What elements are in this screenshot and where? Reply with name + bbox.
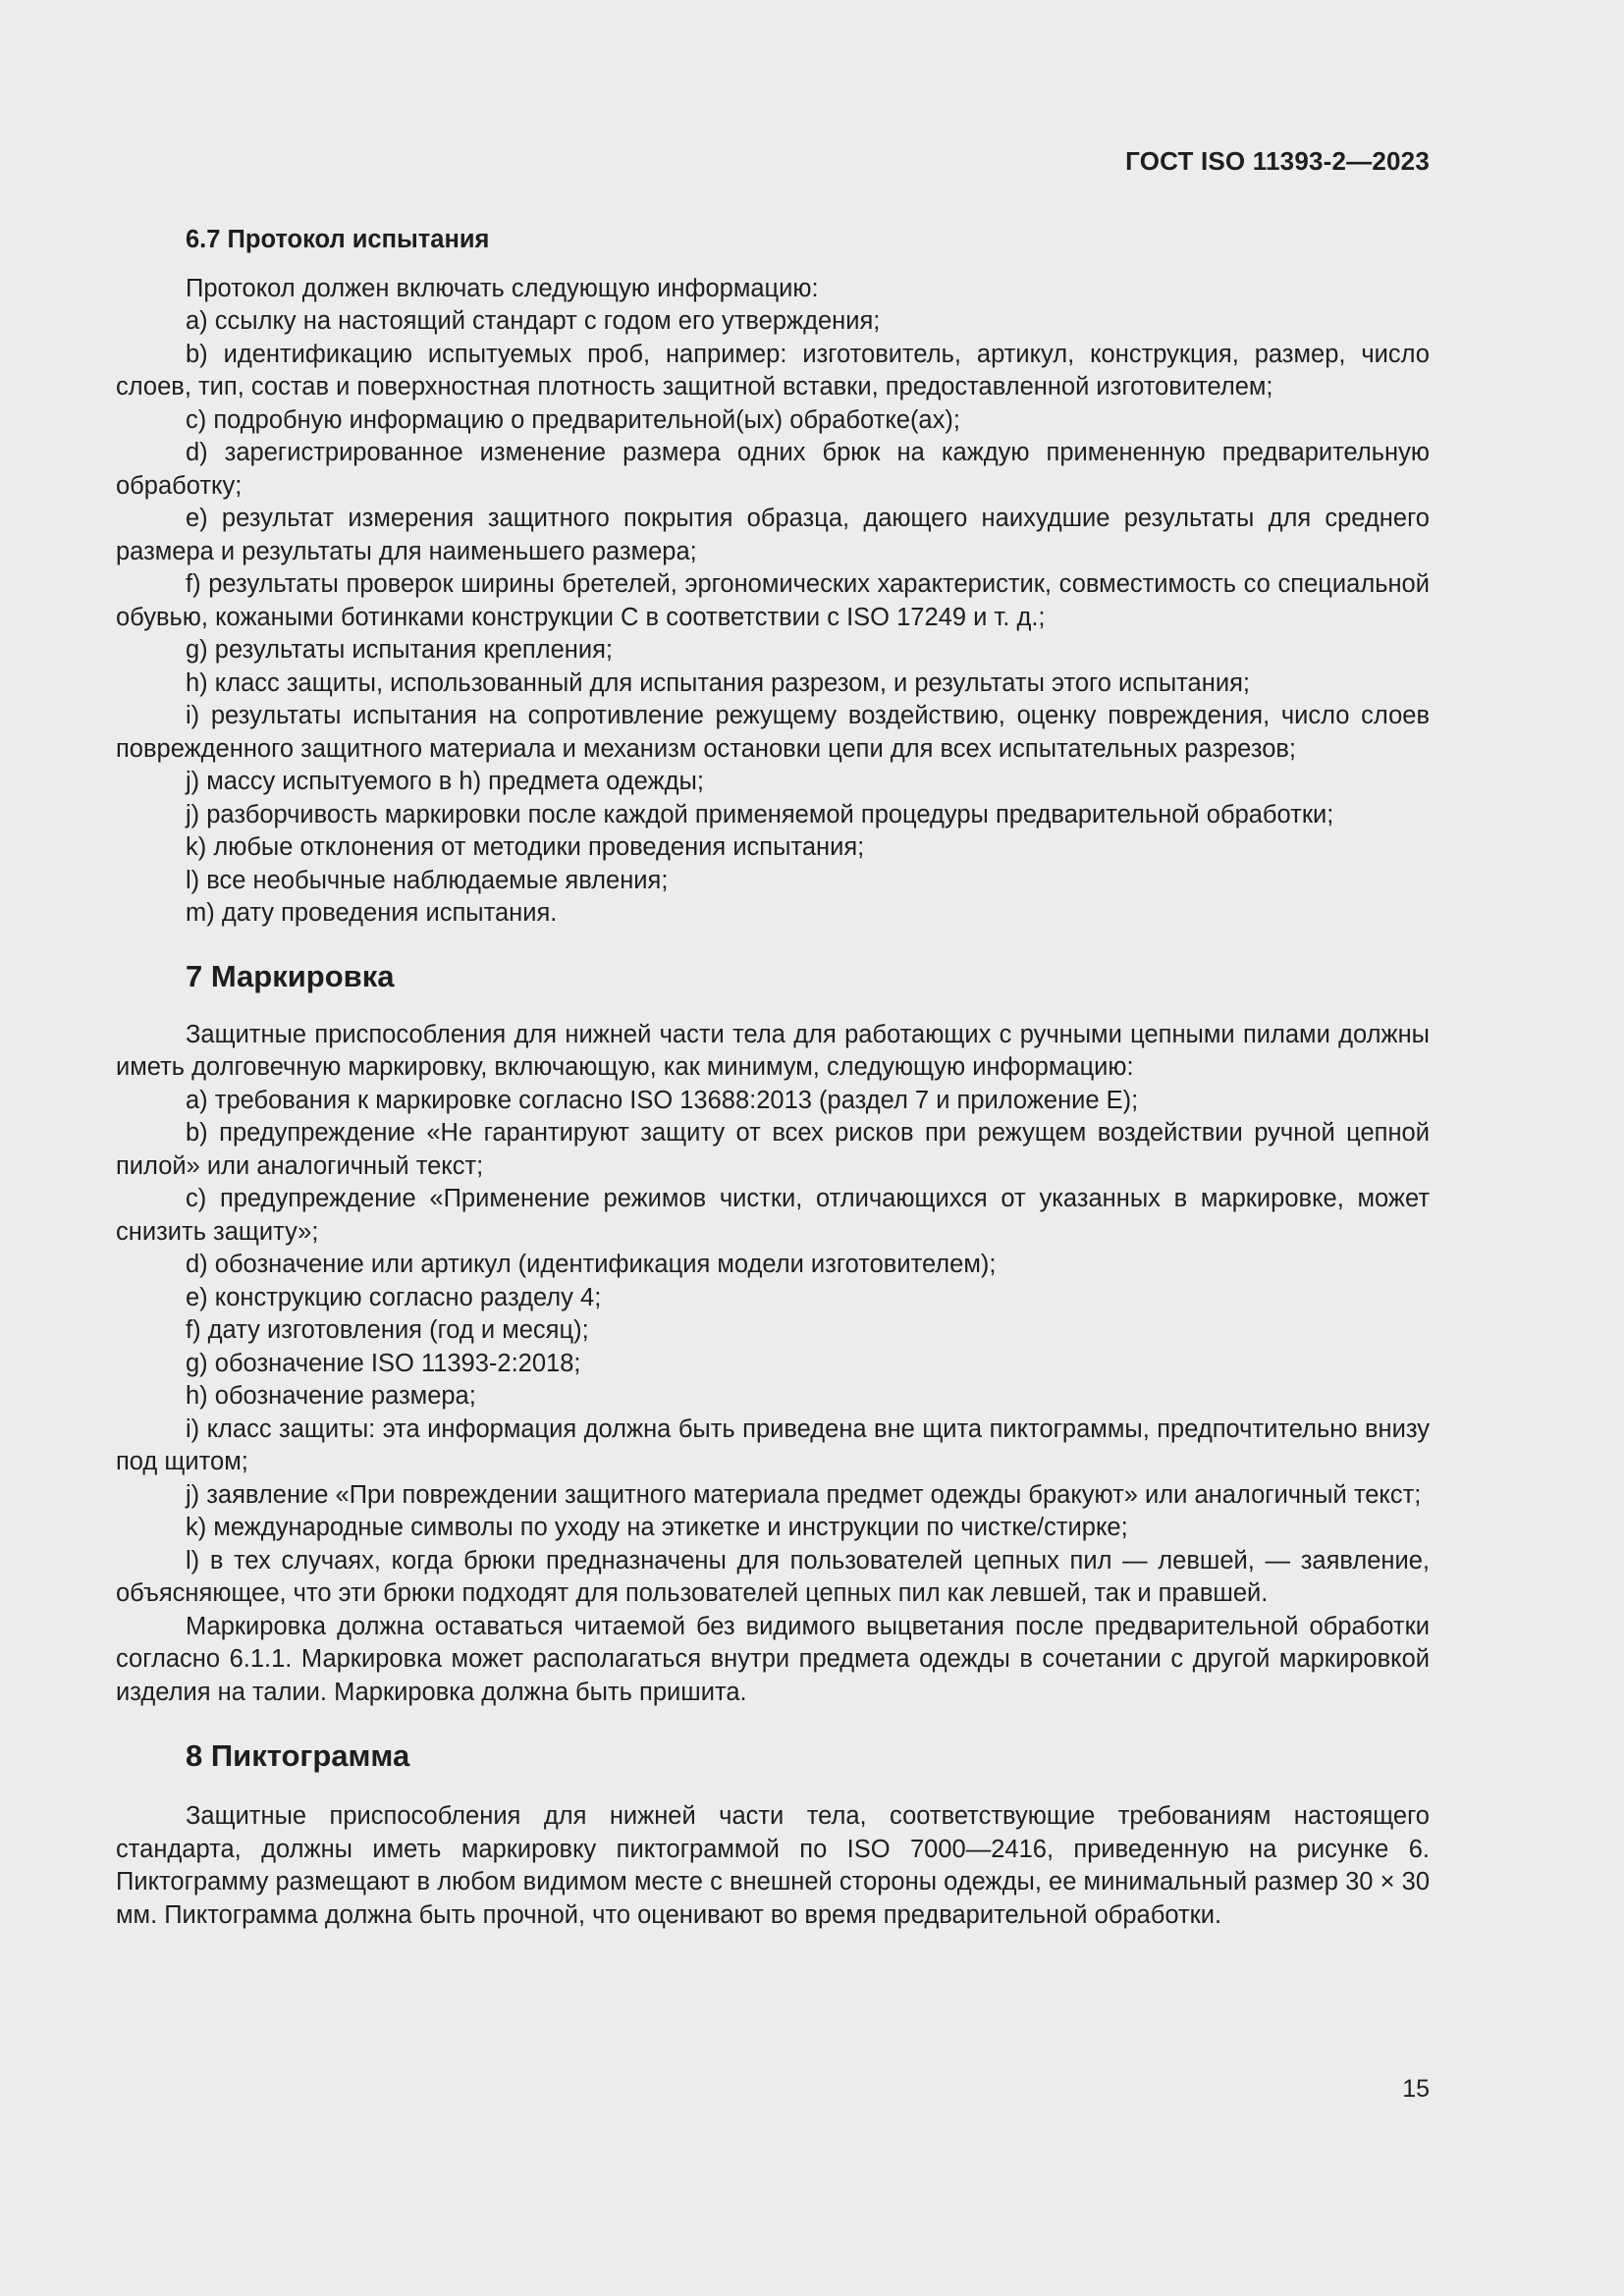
list-item: d) зарегистрированное изменение размера одних брюк на каждую примененную предварительную обработку; (116, 439, 1430, 500)
paragraph: Защитные приспособления для нижней части тела, соответствующие требованиям настоящего стандарта, должны иметь маркировку пиктограммой по ISO 7000—2416, приведенную на рисунке 6. Пиктограмму размещают в любом видимом месте с внешней стороны одежды, ее минимальный размер 30 × 30 мм. Пиктограмма должна быть прочной, что оценивают во время предварительной обработки. (116, 1802, 1430, 1929)
list-item: f) дату изготовления (год и месяц); (186, 1316, 589, 1344)
list-item: g) обозначение ISO 11393-2:2018; (186, 1349, 581, 1377)
section-7-title: 7 Маркировка (186, 958, 395, 993)
section-8-title: 8 Пиктограмма (186, 1738, 410, 1773)
list-item: k) международные символы по уходу на этикетке и инструкции по чистке/стирке; (186, 1514, 1128, 1541)
list-item: j) разборчивость маркировки после каждой применяемой процедуры предварительной обработки; (186, 800, 1334, 828)
list-item: j) заявление «При повреждении защитного материала предмет одежды бракуют» или аналогичный текст; (186, 1480, 1422, 1509)
list-item: i) результаты испытания на сопротивление режущему воздействию, оценку повреждения, число слоев поврежденного защитного материала и механизм остановки цепи для всех испытательных разрезов; (116, 702, 1430, 763)
list-item: c) подробную информацию о предварительной(ых) обработке(ах); (186, 405, 960, 434)
list-item: h) обозначение размера; (186, 1382, 476, 1410)
list-item: b) идентификацию испытуемых проб, например: изготовитель, артикул, конструкция, размер, число слоев, тип, состав и поверхностная плотность защитной вставки, предоставленной изготовителем; (116, 340, 1430, 400)
list-item: c) предупреждение «Применение режимов чистки, отличающихся от указанных в маркировке, может снизить защиту»; (116, 1185, 1430, 1246)
document-page (116, 0, 1430, 2296)
page-number: 15 (1402, 2075, 1430, 2103)
list-item: m) дату проведения испытания. (186, 899, 558, 927)
list-item: l) все необычные наблюдаемые явления; (186, 866, 669, 894)
document-body (116, 224, 1430, 1932)
list-item: k) любые отклонения от методики проведения испытания; (186, 833, 865, 861)
list-item: e) конструкцию согласно разделу 4; (186, 1283, 602, 1311)
paragraph: Маркировка должна оставаться читаемой без видимого выцветания после предварительной обработки согласно 6.1.1. Маркировка может располагаться внутри предмета одежды в сочетании с другой маркировкой изделия на талии. Маркировка должна быть пришита. (116, 1612, 1430, 1706)
document-header: ГОСТ ISO 11393-2—2023 (1125, 146, 1430, 176)
paragraph: Протокол должен включать следующую информацию: (186, 274, 819, 302)
list-item: l) в тех случаях, когда брюки предназначены для пользователей цепных пил — левшей, — заявление, объясняющее, что эти брюки подходят для пользователей цепных пил как левшей, так и правшей. (116, 1546, 1430, 1607)
list-item: d) обозначение или артикул (идентификация модели изготовителем); (186, 1251, 997, 1278)
section-6-7-title: 6.7 Протокол испытания (186, 226, 490, 253)
list-item: j) массу испытуемого в h) предмета одежды; (186, 768, 704, 795)
list-item: g) результаты испытания крепления; (186, 636, 613, 664)
list-item: b) предупреждение «Не гарантируют защиту от всех рисков при режущем воздействии ручной цепной пилой» или аналогичный текст; (116, 1119, 1430, 1180)
list-item: a) ссылку на настоящий стандарт с годом его утверждения; (186, 307, 881, 335)
paragraph: Защитные приспособления для нижней части тела для работающих с ручными цепными пилами должны иметь долговечную маркировку, включающую, как минимум, следующую информацию: (116, 1020, 1430, 1081)
list-item: a) требования к маркировке согласно ISO 13688:2013 (раздел 7 и приложение Е); (186, 1086, 1139, 1114)
list-item: h) класс защиты, использованный для испытания разрезом, и результаты этого испытания; (186, 668, 1250, 697)
list-item: e) результат измерения защитного покрытия образца, дающего наихудшие результаты для среднего размера и результаты для наименьшего размера; (116, 505, 1430, 565)
list-item: i) класс защиты: эта информация должна быть приведена вне щита пиктограммы, предпочтительно внизу под щитом; (116, 1415, 1430, 1475)
list-item: f) результаты проверок ширины бретелей, эргономических характеристик, совместимость со специальной обувью, кожаными ботинками конструкции С в соответствии с ISO 17249 и т. д.; (116, 570, 1430, 631)
